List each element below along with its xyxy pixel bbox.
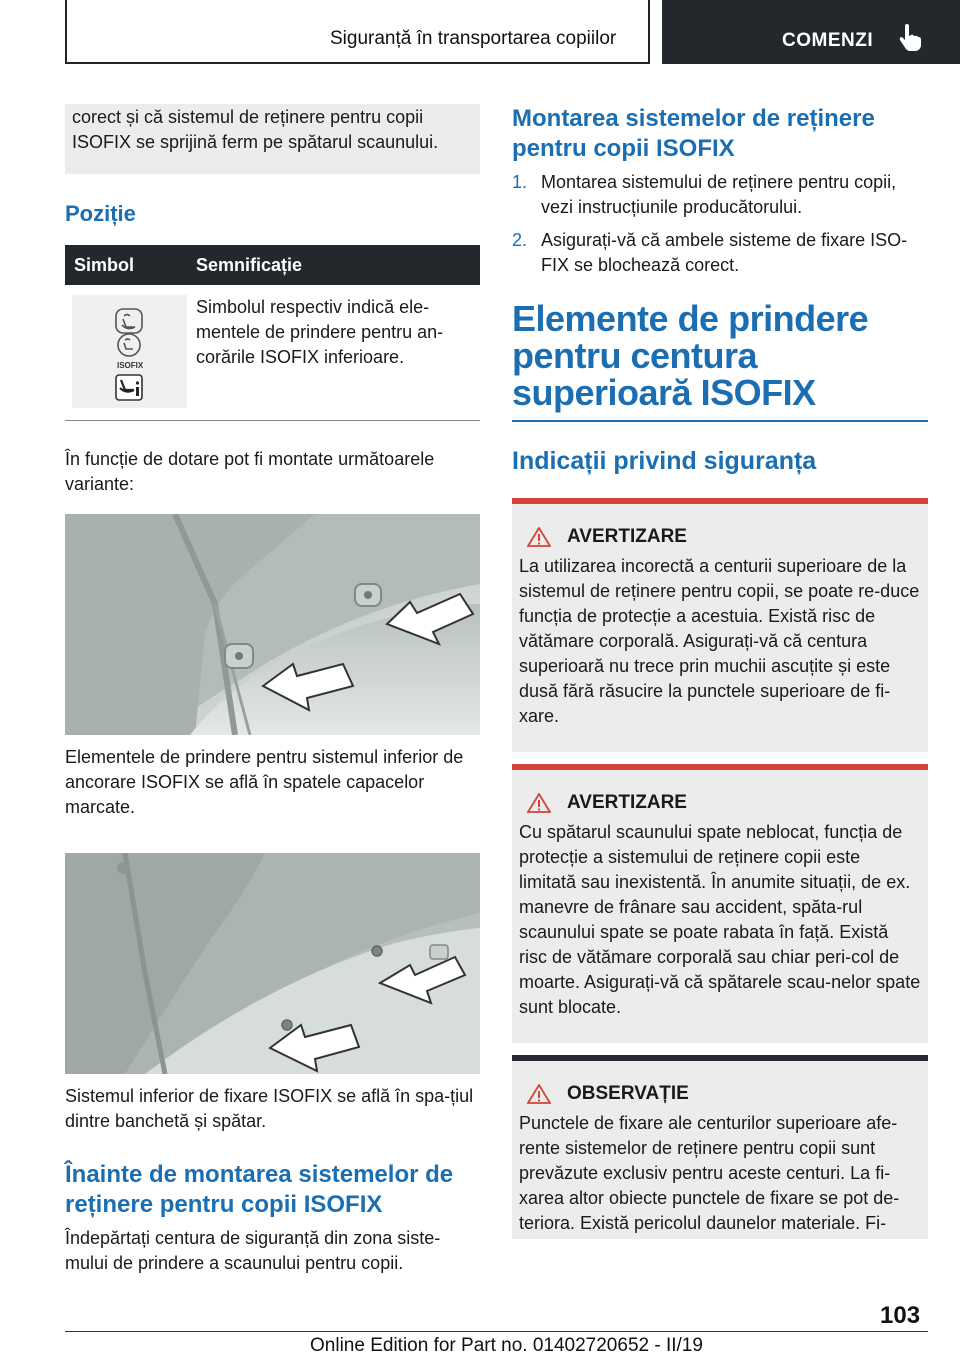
hand-pointer-icon bbox=[898, 22, 924, 57]
variants-text: În funcție de dotare pot fi montate următoarele variante: bbox=[65, 448, 435, 494]
footer-rule bbox=[65, 1331, 928, 1332]
list-item bbox=[512, 170, 928, 220]
warning-triangle-icon bbox=[527, 793, 551, 813]
warning-triangle-icon bbox=[527, 1084, 551, 1104]
isofix-label: ISOFIX bbox=[117, 361, 144, 370]
right-column bbox=[512, 104, 928, 1239]
intro-text: corect și că sistemul de reținere pentru copii ISOFIX se sprijină ferm pe spătarul scaunului. bbox=[72, 107, 439, 152]
symbol-table bbox=[65, 245, 480, 421]
warning-box-1 bbox=[512, 498, 928, 752]
symbol-description: Simbolul respectiv indică ele-mentele de prindere pentru an-corările ISOFIX inferioare. bbox=[196, 297, 444, 367]
main-heading: Elemente de prindere pentru centura superioară ISOFIX bbox=[512, 298, 869, 413]
warning-box-2 bbox=[512, 764, 928, 1043]
step-number: 2. bbox=[512, 230, 528, 250]
mounting-heading: Montarea sistemelor de reținere pentru copii ISOFIX bbox=[512, 105, 875, 162]
step-text: Asigurați-vă că ambele sisteme de fixare ISO-FIX se blochează corect. bbox=[541, 230, 908, 275]
header-underline bbox=[65, 62, 650, 64]
list-item bbox=[512, 228, 928, 278]
left-column bbox=[65, 104, 480, 1276]
step-text: Montarea sistemului de reținere pentru copii, vezi instrucțiunile producătorului. bbox=[541, 172, 897, 217]
step-number: 1. bbox=[512, 172, 528, 192]
photo1-caption: Elementele de prindere pentru sistemul inferior de ancorare ISOFIX se află în spatele capacelor marcate. bbox=[65, 746, 464, 817]
isofix-symbol-image bbox=[72, 295, 187, 408]
chapter-tab[interactable] bbox=[662, 0, 960, 64]
mounting-steps bbox=[512, 170, 928, 278]
edition-info[interactable]: Online Edition for Part no. 01402720652 - II/19 bbox=[310, 1335, 703, 1356]
isofix-gap-photo bbox=[65, 853, 480, 1074]
warning-title: AVERTIZARE bbox=[567, 526, 687, 547]
table-row bbox=[65, 285, 480, 420]
page-number: 103 bbox=[880, 1302, 921, 1329]
column-header-symbol: Simbol bbox=[65, 245, 187, 285]
isofix-covers-photo bbox=[65, 514, 480, 735]
isofix-seat-icon bbox=[72, 295, 187, 408]
notice-title: OBSERVAȚIE bbox=[567, 1083, 689, 1104]
section-title[interactable]: Siguranță în transportarea copiilor bbox=[330, 28, 617, 49]
safety-heading: Indicații privind siguranța bbox=[512, 447, 817, 475]
notice-box bbox=[512, 1055, 928, 1239]
header-divider-middle bbox=[648, 0, 650, 64]
before-mounting-heading: Înainte de montarea sistemelor de reținere pentru copii ISOFIX bbox=[65, 1160, 454, 1218]
warning-triangle-icon bbox=[527, 527, 551, 547]
chapter-label: COMENZI bbox=[782, 30, 874, 51]
header-divider-left bbox=[65, 0, 67, 64]
photo2-caption: Sistemul inferior de fixare ISOFIX se află în spa-țiul dintre banchetă și spătar. bbox=[65, 1085, 474, 1131]
before-mounting-text: Îndepărtați centura de siguranță din zona siste-mului de prindere a scaunului pentru copii. bbox=[65, 1227, 441, 1273]
column-header-meaning: Semnificație bbox=[187, 245, 480, 285]
warning-text: La utilizarea incorectă a centurii superioare de la sistemul de reținere pentru copii, se poate re-duce funcția de protecție a acestuia. Există risc de vătămare corporală. Asigurați-vă că centura superioară nu trece prin muchii ascuțite și este dusă fără răsucire la punctele superioare de fi-xare. bbox=[519, 556, 920, 726]
warning-title: AVERTIZARE bbox=[567, 792, 687, 813]
position-heading: Poziție bbox=[65, 201, 136, 226]
notice-text: Punctele de fixare ale centurilor superioare afe-rente sistemelor de reținere pentru copii sunt prevăzute exclusiv pentru aceste centuri. La fi-xarea altor obiecte punctele de fixare se pot de-teriora. Există pericolul daunelor materiale. Fi- bbox=[519, 1113, 900, 1233]
continued-note-box bbox=[65, 104, 480, 174]
heading-rule bbox=[512, 420, 928, 422]
warning-text: Cu spătarul scaunului spate neblocat, funcția de protecție a sistemului de reținere copii este limitată sau inexistentă. În anumite situații, de ex. manevre de frânare sau accident, spăta-rul scaunului spate se poate rabata în față. Există risc de vătămare corporală sau chiar peri-col de moarte. Asigurați-vă că spătarele scau-nelor spate sunt blocate. bbox=[519, 822, 921, 1017]
